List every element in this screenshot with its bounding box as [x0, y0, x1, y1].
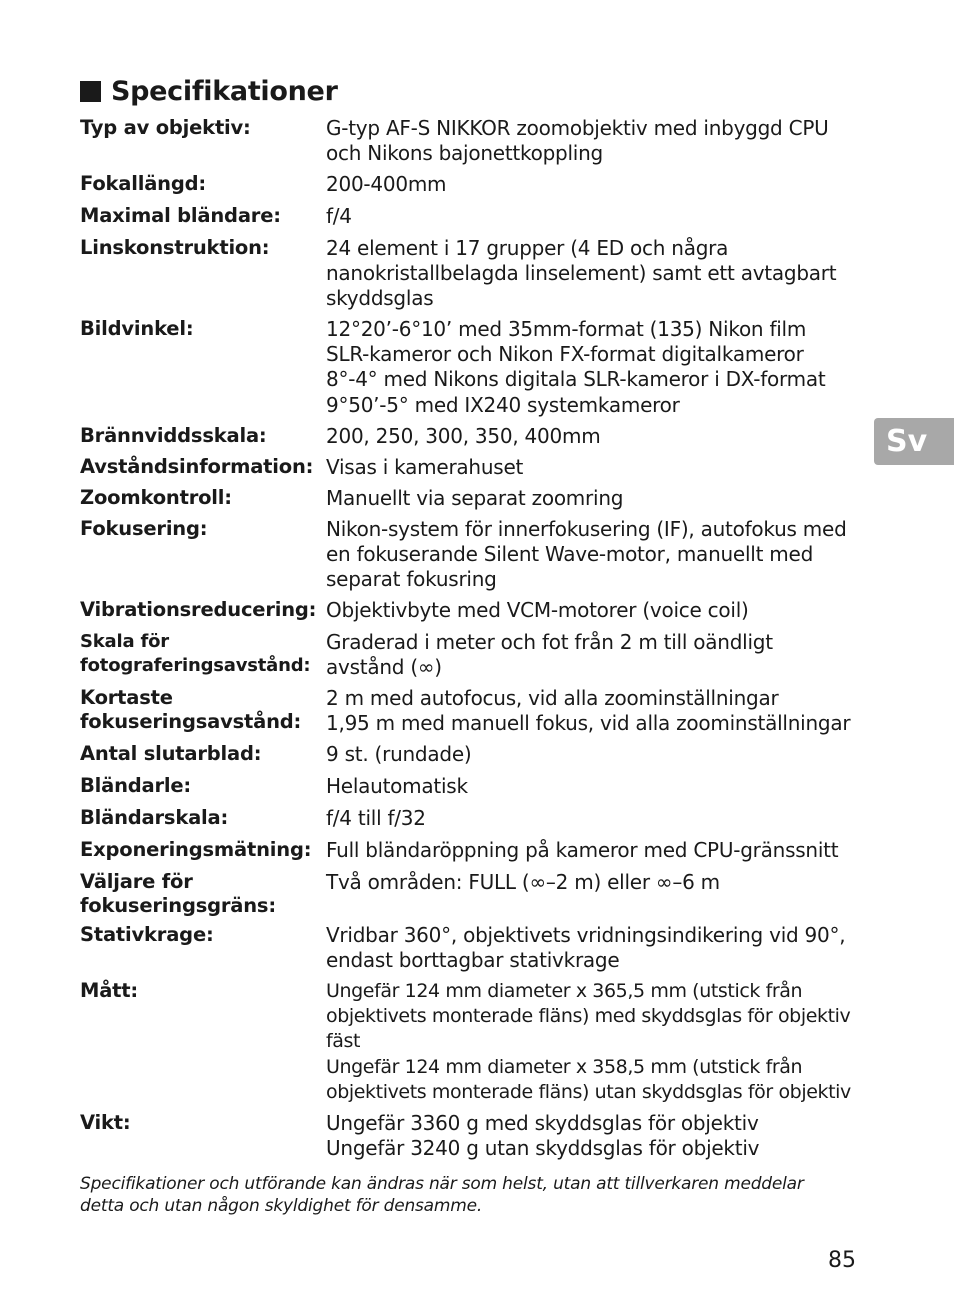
spec-value: Två områden: FULL (∞–2 m) eller ∞–6 m — [326, 870, 720, 894]
spec-value: Nikon-system för innerfokusering (IF), autofokus med en fokuserande Silent Wave-motor, manuellt med separat fokusring — [326, 517, 847, 592]
spec-value: f/4 till f/32 — [326, 806, 426, 830]
spec-label: Brännviddsskala: — [80, 424, 267, 447]
spec-value: Objektivbyte med VCM-motorer (voice coil) — [326, 598, 749, 622]
spec-value: Graderad i meter och fot från 2 m till oändligt avstånd (∞) — [326, 630, 773, 680]
spec-value: G-typ AF-S NIKKOR zoomobjektiv med inbyggd CPU och Nikons bajonettkoppling — [326, 116, 829, 166]
page-number: 85 — [828, 1248, 856, 1273]
spec-label: Linskonstruktion: — [80, 236, 270, 259]
spec-value: 200-400mm — [326, 172, 447, 196]
spec-label: Avståndsinformation: — [80, 455, 314, 478]
spec-value: Vridbar 360°, objektivets vridningsindikering vid 90°, endast borttagbar stativkrage — [326, 923, 846, 973]
spec-label: Typ av objektiv: — [80, 116, 251, 139]
spec-label: Bländarskala: — [80, 806, 229, 829]
spec-label: Skala för fotograferingsavstånd: — [80, 631, 311, 676]
spec-label: Kortaste fokuseringsavstånd: — [80, 686, 302, 733]
language-tab: Sv — [874, 418, 954, 465]
spec-label: Fokusering: — [80, 517, 208, 540]
spec-label: Väljare för fokuseringsgräns: — [80, 870, 276, 917]
spec-label: Stativkrage: — [80, 923, 214, 946]
spec-value: Full bländaröppning på kameror med CPU-gränssnitt — [326, 838, 839, 862]
spec-label: Fokallängd: — [80, 172, 206, 195]
section-heading — [80, 76, 338, 107]
section-title: Specifikationer — [111, 76, 338, 107]
spec-value: Ungefär 3360 g med skyddsglas för objektiv Ungefär 3240 g utan skyddsglas för objektiv — [326, 1111, 760, 1161]
spec-value: Ungefär 124 mm diameter x 365,5 mm (utstick från objektivets monterade fläns) med skyddsglas för objektiv fäst Ungefär 124 mm diameter x 358,5 mm (utstick från objektivets monterade fläns) utan skyddsglas för objektiv — [326, 980, 851, 1103]
footnote: Specifikationer och utförande kan ändras när som helst, utan att tillverkaren meddelar detta och utan någon skyldighet för densamme. — [80, 1174, 804, 1216]
spec-value: 200, 250, 300, 350, 400mm — [326, 424, 601, 448]
spec-label: Bländarle: — [80, 774, 192, 797]
spec-value: 12°20’-6°10’ med 35mm-format (135) Nikon film SLR-kameror och Nikon FX-format digitalkameror 8°-4° med Nikons digitala SLR-kameror i DX-format 9°50’-5° med IX240 systemkameror — [326, 317, 826, 417]
spec-label: Zoomkontroll: — [80, 486, 232, 509]
spec-label: Mått: — [80, 979, 139, 1002]
spec-label: Maximal bländare: — [80, 204, 281, 227]
spec-label: Vibrationsreducering: — [80, 598, 317, 621]
spec-label: Exponeringsmätning: — [80, 838, 312, 861]
spec-value: Helautomatisk — [326, 774, 468, 798]
spec-value: f/4 — [326, 204, 352, 228]
spec-value: 9 st. (rundade) — [326, 742, 472, 766]
spec-label: Antal slutarblad: — [80, 742, 262, 765]
spec-value: 24 element i 17 grupper (4 ED och några nanokristallbelagda linselement) samt ett avtagbart skyddsglas — [326, 236, 837, 311]
spec-label: Vikt: — [80, 1111, 131, 1134]
spec-value: Manuellt via separat zoomring — [326, 486, 624, 510]
spec-value: 2 m med autofocus, vid alla zoominställningar 1,95 m med manuell fokus, vid alla zoominställningar — [326, 686, 851, 736]
square-bullet-icon — [80, 81, 101, 102]
spec-label: Bildvinkel: — [80, 317, 194, 340]
spec-value: Visas i kamerahuset — [326, 455, 524, 479]
